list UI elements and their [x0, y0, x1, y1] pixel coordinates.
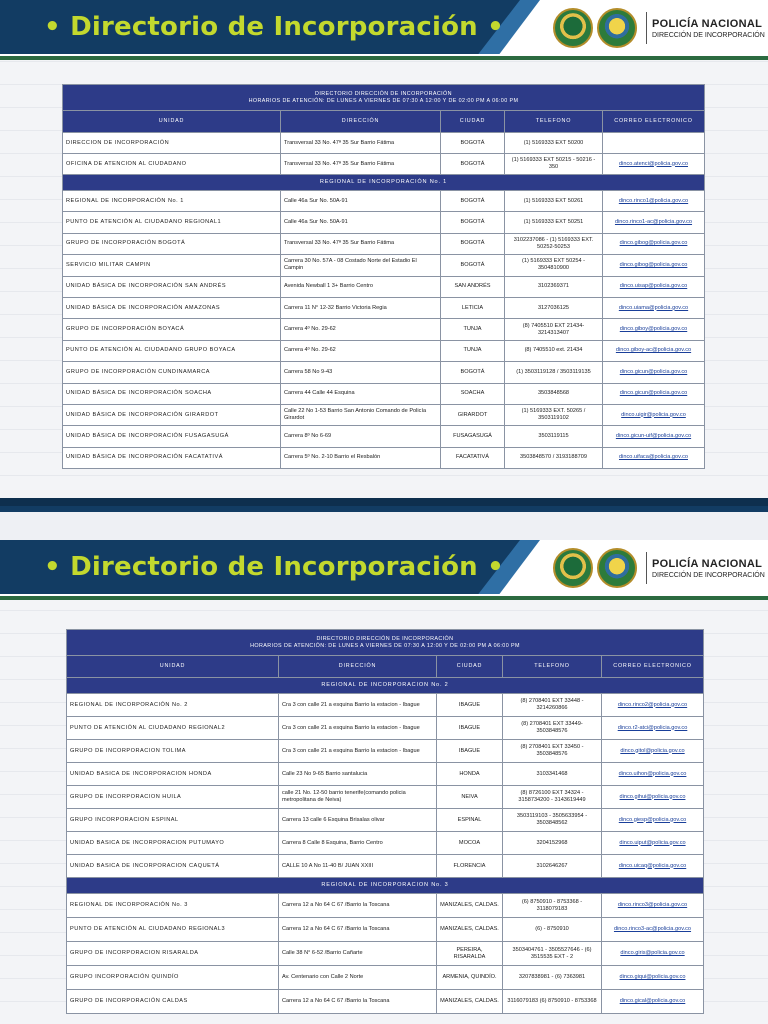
phone-cell: (1) 5169333 EXT 50200: [505, 133, 603, 154]
email-link[interactable]: dinco.uigir@policia.gov.co: [603, 404, 705, 425]
address-cell: Calle 23 No 9-65 Barrio santalucia: [279, 763, 437, 786]
address-cell: Cra 3 con calle 21 a esquina Barrio la estacion - Ibague: [279, 740, 437, 763]
table-row: [67, 694, 704, 717]
unit-cell: UNIDAD BÁSICA DE INCORPORACIÓN FACATATIVÁ: [63, 447, 281, 468]
address-cell: Carrera 4º No. 29-62: [281, 319, 441, 340]
address-cell: Transversal 33 No. 47ª 35 Sur Barrio Fátima: [281, 233, 441, 254]
table-row: [63, 297, 705, 318]
city-cell: ARMENIA, QUINDÍO.: [437, 966, 503, 990]
city-cell: BOGOTÁ: [441, 191, 505, 212]
phone-cell: (1) 5169333 EXT 50254 - 3504810900: [505, 255, 603, 276]
unit-cell: GRUPO INCORPORACION ESPINAL: [67, 809, 279, 832]
address-cell: Carrera 12 a No 64 C 67 /Barrio la Toscana: [279, 918, 437, 942]
phone-cell: (1) 5169333 EXT. 50265 / 3503119102: [505, 404, 603, 425]
unit-cell: UNIDAD BÁSICA DE INCORPORACIÓN SOACHA: [63, 383, 281, 404]
city-cell: MOCOA: [437, 832, 503, 855]
phone-cell: (1) 5169333 EXT 50215 - 50216 - 350: [505, 154, 603, 175]
city-cell: GIRARDOT: [441, 404, 505, 425]
city-cell: IBAGUE: [437, 740, 503, 763]
header: [0, 540, 768, 596]
phone-cell: (1) 3503119128 / 3503119135: [505, 362, 603, 383]
email-link[interactable]: dinco.atenci@policia.gov.co: [603, 154, 705, 175]
page-title: • Directorio de Incorporación •: [44, 552, 504, 582]
table-title: [63, 85, 705, 111]
city-cell: FLORENCIA: [437, 855, 503, 878]
column-header: DIRECCIÓN: [279, 656, 437, 678]
email-link[interactable]: dinco.uicaq@policia.gov.co: [602, 855, 704, 878]
unit-cell: GRUPO DE INCORPORACION HUILA: [67, 786, 279, 809]
header-stripe: [0, 596, 768, 600]
city-cell: BOGOTÁ: [441, 154, 505, 175]
phone-cell: (8) 2708401 EXT 33450 - 3503848576: [503, 740, 602, 763]
page-2: [0, 512, 768, 1024]
address-cell: Carrera 13 calle 6 Esquina Brisalas olivar: [279, 809, 437, 832]
phone-cell: (8) 2708401 EXT 33449- 3503848576: [503, 717, 602, 740]
table-row: [63, 233, 705, 254]
unit-cell: DIRECCION DE INCORPORACIÓN: [63, 133, 281, 154]
unit-cell: UNIDAD BÁSICA DE INCORPORACIÓN AMAZONAS: [63, 297, 281, 318]
phone-cell: 3503848568: [505, 383, 603, 404]
city-cell: IBAGUE: [437, 694, 503, 717]
address-cell: Carrera 58 No 9-43: [281, 362, 441, 383]
unit-cell: GRUPO DE INCORPORACION TOLIMA: [67, 740, 279, 763]
table-row: [63, 447, 705, 468]
email-link[interactable]: dinco.rinco2@policia.gov.co: [602, 694, 704, 717]
address-cell: Carrera 8 Calle 8 Esquina, Barrio Centro: [279, 832, 437, 855]
address-cell: calle 21 No. 12-50 barrio tenerife(comando policia metropolitana de Neiva): [279, 786, 437, 809]
phone-cell: 3503848570 / 3193188709: [505, 447, 603, 468]
table-row: [63, 276, 705, 297]
email-link[interactable]: dinco.giris@policia.gov.co: [602, 942, 704, 966]
column-header: UNIDAD: [67, 656, 279, 678]
phone-cell: (8) 7405510 ext. 21434: [505, 340, 603, 361]
section-header: REGIONAL DE INCORPORACIÓN No. 1: [63, 175, 705, 191]
table-row: [67, 894, 704, 918]
city-cell: IBAGUE: [437, 717, 503, 740]
address-cell: Carrera 12 a No 64 C 67 /Barrio la Toscana: [279, 990, 437, 1014]
column-header: CORREO ELECTRONICO: [603, 111, 705, 133]
email-link[interactable]: dinco.uiama@policia.gov.co: [603, 297, 705, 318]
address-cell: Calle 38 N° 6-52 /Barrio Cañarte: [279, 942, 437, 966]
column-header: TELEFONO: [503, 656, 602, 678]
email-link[interactable]: dinco.gibog@policia.gov.co: [603, 255, 705, 276]
email-link[interactable]: dinco.uihon@policia.gov.co: [602, 763, 704, 786]
table-row: [67, 832, 704, 855]
phone-cell: 3102369371: [505, 276, 603, 297]
phone-cell: 3503404761 - 3505527646 - (6) 3515535 EXT - 2: [503, 942, 602, 966]
column-header: CIUDAD: [437, 656, 503, 678]
email-link[interactable]: dinco.giboy-ac@policia.gov.co: [603, 340, 705, 361]
address-cell: Transversal 33 No. 47ª 35 Sur Barrio Fátima: [281, 133, 441, 154]
city-cell: BOGOTÁ: [441, 212, 505, 233]
address-cell: Calle 22 No 1-53 Barrio San Antonio Comando de Policía Girardot: [281, 404, 441, 425]
unit-cell: GRUPO DE INCORPORACIÓN BOGOTÁ: [63, 233, 281, 254]
email-link[interactable]: dinco.gicun@policia.gov.co: [603, 362, 705, 383]
table-title-row: [63, 85, 705, 111]
email-link[interactable]: [603, 133, 705, 154]
city-cell: TUNJA: [441, 319, 505, 340]
table-row: [67, 740, 704, 763]
column-header: TELEFONO: [505, 111, 603, 133]
section-header: REGIONAL DE INCORPORACION No. 3: [67, 878, 704, 894]
city-cell: BOGOTÁ: [441, 362, 505, 383]
table-title-row: [67, 630, 704, 656]
column-header: DIRECCIÓN: [281, 111, 441, 133]
phone-cell: (8) 8726100 EXT 34324 - 3158734200 - 3143619449: [503, 786, 602, 809]
city-cell: NEIVA: [437, 786, 503, 809]
phone-cell: (1) 5169333 EXT 50261: [505, 191, 603, 212]
phone-cell: (1) 5169333 EXT 50251: [505, 212, 603, 233]
phone-cell: 3503119103 - 3505633954 - 3503848562: [503, 809, 602, 832]
table-row: [63, 340, 705, 361]
unit-cell: REGIONAL DE INCORPORACIÓN No. 1: [63, 191, 281, 212]
unit-cell: GRUPO DE INCORPORACIÓN CALDAS: [67, 990, 279, 1014]
table-row: [67, 809, 704, 832]
table-row: [67, 717, 704, 740]
address-cell: Carrera 4º No. 29-62: [281, 340, 441, 361]
table-title: [67, 630, 704, 656]
unit-cell: GRUPO DE INCORPORACIÓN CUNDINAMARCA: [63, 362, 281, 383]
email-link[interactable]: dinco.rinco3-ac@policia.gov.co: [602, 918, 704, 942]
email-link[interactable]: dinco.giboy@policia.gov.co: [603, 319, 705, 340]
unit-cell: UNIDAD BÁSICA DE INCORPORACIÓN SAN ANDRÉS: [63, 276, 281, 297]
unit-cell: PUNTO DE ATENCIÓN AL CIUDADANO REGIONAL3: [67, 918, 279, 942]
table-row: [63, 191, 705, 212]
unit-cell: PUNTO DE ATENCIÓN AL CIUDADANO GRUPO BOYACA: [63, 340, 281, 361]
city-cell: ESPINAL: [437, 809, 503, 832]
table-row: [63, 154, 705, 175]
column-header: CIUDAD: [441, 111, 505, 133]
police-seal-icon: [597, 548, 637, 588]
unit-cell: OFICINA DE ATENCION AL CIUDADANO: [63, 154, 281, 175]
phone-cell: 3102646267: [503, 855, 602, 878]
unit-cell: REGIONAL DE INCORPORACIÓN No. 3: [67, 894, 279, 918]
colombia-seal-icon: [553, 8, 593, 48]
city-cell: BOGOTÁ: [441, 255, 505, 276]
table-row: [63, 362, 705, 383]
brand-name: POLICÍA NACIONAL: [652, 18, 763, 30]
footer-band: [0, 498, 768, 506]
divider: [646, 12, 647, 44]
unit-cell: UNIDAD BASICA DE INCORPORACION HONDA: [67, 763, 279, 786]
table-header-row: [67, 656, 704, 678]
table-row: [67, 855, 704, 878]
email-link[interactable]: dinco.r2-atci@policia.gov.co: [602, 717, 704, 740]
city-cell: MANIZALES, CALDAS.: [437, 918, 503, 942]
phone-cell: 3204152968: [503, 832, 602, 855]
unit-cell: UNIDAD BASICA DE INCORPORACION CAQUETÁ: [67, 855, 279, 878]
phone-cell: 3103341468: [503, 763, 602, 786]
unit-cell: UNIDAD BASICA DE INCORPORACION PUTUMAYO: [67, 832, 279, 855]
city-cell: PEREIRA, RISARALDA: [437, 942, 503, 966]
address-cell: CALLE 10 A No 11-40 B/ JUAN XXIII: [279, 855, 437, 878]
phone-cell: 3207838981 - (6) 7363981: [503, 966, 602, 990]
unit-cell: PUNTO DE ATENCIÓN AL CIUDADANO REGIONAL1: [63, 212, 281, 233]
city-cell: TUNJA: [441, 340, 505, 361]
phone-cell: 3503119115: [505, 426, 603, 447]
table-row: [67, 990, 704, 1014]
table-row: [63, 255, 705, 276]
police-seal-icon: [597, 8, 637, 48]
address-cell: Av. Centenario con Calle 2 Norte: [279, 966, 437, 990]
brand-subtitle: DIRECCIÓN DE INCORPORACIÓN: [652, 572, 765, 579]
phone-cell: (6) 8750910 - 8753368 - 3118079183: [503, 894, 602, 918]
unit-cell: UNIDAD BÁSICA DE INCORPORACIÓN GIRARDOT: [63, 404, 281, 425]
city-cell: MANIZALES, CALDAS.: [437, 894, 503, 918]
email-link[interactable]: dinco.uifaca@policia.gov.co: [603, 447, 705, 468]
brand-subtitle: DIRECCIÓN DE INCORPORACIÓN: [652, 32, 765, 39]
unit-cell: GRUPO DE INCORPORACION RISARALDA: [67, 942, 279, 966]
brand-name: POLICÍA NACIONAL: [652, 558, 763, 570]
email-link[interactable]: dinco.giesp@policia.gov.co: [602, 809, 704, 832]
unit-cell: GRUPO DE INCORPORACIÓN BOYACÁ: [63, 319, 281, 340]
address-cell: Carrera 44 Calle 44 Esquina: [281, 383, 441, 404]
email-link[interactable]: dinco.uiput@policia.gov.co: [602, 832, 704, 855]
table-title-line: DIRECTORIO DIRECCIÓN DE INCORPORACIÓN: [315, 90, 452, 97]
phone-cell: 3102237086 - (1) 5169333 EXT. 50252-50253: [505, 233, 603, 254]
unit-cell: REGIONAL DE INCORPORACIÓN No. 2: [67, 694, 279, 717]
section-row: [63, 175, 705, 191]
table-row: [67, 942, 704, 966]
directory-table: [62, 84, 705, 469]
table-hours-line: HORARIOS DE ATENCIÓN: DE LUNES A VIERNES DE 07:30 A 12:00 Y DE 02:00 PM A 06:00 PM: [248, 97, 519, 104]
table-row: [63, 319, 705, 340]
table-row: [67, 966, 704, 990]
email-link[interactable]: dinco.gicun@policia.gov.co: [603, 383, 705, 404]
table-hours-line: HORARIOS DE ATENCIÓN: DE LUNES A VIERNES DE 07:30 A 12:00 Y DE 02:00 PM A 06:00 PM: [250, 642, 520, 649]
address-cell: Transversal 33 No. 47ª 35 Sur Barrio Fátima: [281, 154, 441, 175]
section-row: [67, 678, 704, 694]
address-cell: Carrera 11 N° 12-32 Barrio Victoria Regia: [281, 297, 441, 318]
city-cell: SOACHA: [441, 383, 505, 404]
address-cell: Carrera 8º No 6-69: [281, 426, 441, 447]
unit-cell: SERVICIO MILITAR CAMPIN: [63, 255, 281, 276]
header-stripe: [0, 56, 768, 60]
unit-cell: UNIDAD BÁSICA DE INCORPORACIÓN FUSAGASUGÁ: [63, 426, 281, 447]
address-cell: Cra 3 con calle 21 a esquina Barrio la estacion - Ibague: [279, 717, 437, 740]
email-link[interactable]: dinco.gicun-uif@policia.gov.co: [603, 426, 705, 447]
page-title: • Directorio de Incorporación •: [44, 12, 504, 42]
table-row: [67, 918, 704, 942]
table-title-line: DIRECTORIO DIRECCIÓN DE INCORPORACIÓN: [316, 635, 454, 642]
section-header: REGIONAL DE INCORPORACION No. 2: [67, 678, 704, 694]
address-cell: Avenida Newball 1 3+ Barrio Centro: [281, 276, 441, 297]
unit-cell: PUNTO DE ATENCIÓN AL CIUDADANO REGIONAL2: [67, 717, 279, 740]
address-cell: Carrera 12 a No 64 C 67 /Barrio la Toscana: [279, 894, 437, 918]
email-link[interactable]: dinco.gibog@policia.gov.co: [603, 233, 705, 254]
table-row: [63, 404, 705, 425]
email-link[interactable]: dinco.rinco1@policia.gov.co: [603, 191, 705, 212]
email-link[interactable]: dinco.rinco3@policia.gov.co: [602, 894, 704, 918]
table-row: [63, 426, 705, 447]
header: [0, 0, 768, 56]
table-header-row: [63, 111, 705, 133]
directory-table: [66, 629, 704, 1014]
phone-cell: (6) - 8750910: [503, 918, 602, 942]
table-row: [63, 383, 705, 404]
table-row: [67, 763, 704, 786]
column-header: CORREO ELECTRONICO: [602, 656, 704, 678]
table-row: [67, 786, 704, 809]
city-cell: HONDA: [437, 763, 503, 786]
email-link[interactable]: dinco.uisap@policia.gov.co: [603, 276, 705, 297]
section-row: [67, 878, 704, 894]
address-cell: Carrera 5º No. 2-10 Barrio el Resbalón: [281, 447, 441, 468]
divider: [646, 552, 647, 584]
city-cell: SAN ANDRÉS: [441, 276, 505, 297]
city-cell: LETICIA: [441, 297, 505, 318]
email-link[interactable]: dinco.gitol@policia.gov.co: [602, 740, 704, 763]
address-cell: Calle 46a Sur No. 50A-91: [281, 191, 441, 212]
address-cell: Carrera 30 No. 57A - 08 Costado Norte del Estadio El Campin: [281, 255, 441, 276]
phone-cell: (8) 2708401 EXT 33448 - 3214260866: [503, 694, 602, 717]
phone-cell: 3127036125: [505, 297, 603, 318]
email-link[interactable]: dinco.gical@policia.gov.co: [602, 990, 704, 1014]
unit-cell: GRUPO INCORPORACIÓN QUINDÍO: [67, 966, 279, 990]
email-link[interactable]: dinco.giqui@policia.gov.co: [602, 966, 704, 990]
email-link[interactable]: dinco.gihui@policia.gov.co: [602, 786, 704, 809]
city-cell: BOGOTÁ: [441, 133, 505, 154]
city-cell: MANIZALES, CALDAS.: [437, 990, 503, 1014]
address-cell: Cra 3 con calle 21 a esquina Barrio la estacion - Ibague: [279, 694, 437, 717]
phone-cell: (8) 7405510 EXT 21434- 3214313407: [505, 319, 603, 340]
colombia-seal-icon: [553, 548, 593, 588]
table-row: [63, 133, 705, 154]
column-header: UNIDAD: [63, 111, 281, 133]
city-cell: FUSAGASUGÁ: [441, 426, 505, 447]
table-row: [63, 212, 705, 233]
city-cell: FACATATIVÁ: [441, 447, 505, 468]
address-cell: Calle 46a Sur No. 50A-91: [281, 212, 441, 233]
email-link[interactable]: dinco.rinco1-ac@policia.gov.co: [603, 212, 705, 233]
phone-cell: 3116079183 (6) 8750910 - 8753368: [503, 990, 602, 1014]
city-cell: BOGOTÁ: [441, 233, 505, 254]
